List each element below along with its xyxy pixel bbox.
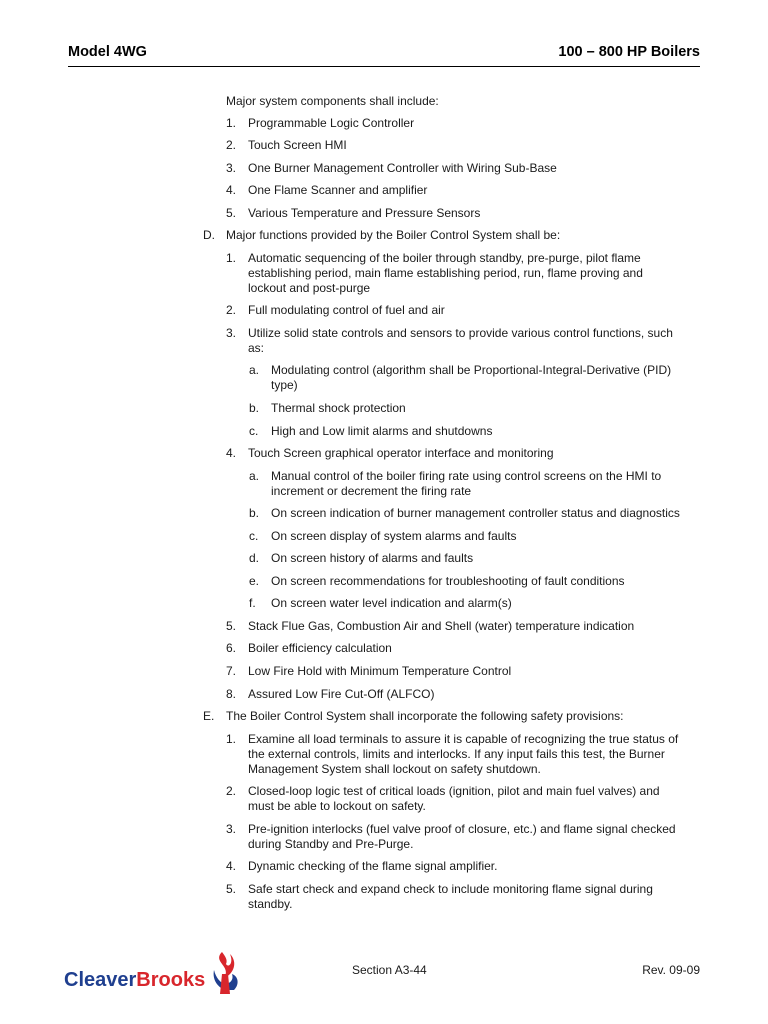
footer-revision: Rev. 09-09 bbox=[642, 963, 700, 977]
section-d-item: 6. Boiler efficiency calculation bbox=[226, 641, 392, 655]
section-d-item: 3. Utilize solid state controls and sensors to provide various control functions, such as: bbox=[226, 326, 673, 355]
cleaverbrooks-logo bbox=[62, 944, 252, 1000]
section-e-item: 1. Examine all load terminals to assure it is capable of recognizing the true status of the external controls, limits and interlocks. If any input fails this test, the Burner Management System shall lockout on safety shutdown. bbox=[226, 732, 679, 776]
component-item: 3. One Burner Management Controller with Wiring Sub-Base bbox=[226, 161, 557, 175]
section-e-item: 5. Safe start check and expand check to include monitoring flame signal during standby. bbox=[226, 882, 653, 911]
sub-item: a. Modulating control (algorithm shall be Proportional-Integral-Derivative (PID) type) bbox=[249, 363, 672, 392]
component-item: 2. Touch Screen HMI bbox=[226, 138, 347, 152]
company-logo bbox=[62, 944, 252, 1000]
sub-item: c. On screen display of system alarms and faults bbox=[249, 529, 517, 543]
intro-line: Major system components shall include: bbox=[226, 94, 439, 108]
section-d-heading: D. Major functions provided by the Boiler Control System shall be: bbox=[203, 228, 561, 242]
section-e-item: 3. Pre-ignition interlocks (fuel valve proof of closure, etc.) and flame signal checked during Standby and Pre-Purge. bbox=[226, 822, 676, 851]
header-rule bbox=[68, 66, 700, 67]
header-model: Model 4WG bbox=[68, 44, 147, 60]
sub-item: b. On screen indication of burner management controller status and diagnostics bbox=[249, 506, 680, 520]
section-d-item: 8. Assured Low Fire Cut-Off (ALFCO) bbox=[226, 687, 435, 701]
section-e-item: 2. Closed-loop logic test of critical loads (ignition, pilot and main fuel valves) and must be able to lockout on safety. bbox=[226, 784, 660, 813]
section-d-item: 2. Full modulating control of fuel and air bbox=[226, 303, 445, 317]
sub-item: b. Thermal shock protection bbox=[249, 401, 406, 415]
sub-item: e. On screen recommendations for troubleshooting of fault conditions bbox=[249, 574, 625, 588]
header-range: 100 – 800 HP Boilers bbox=[558, 44, 700, 60]
section-d-item: 5. Stack Flue Gas, Combustion Air and Shell (water) temperature indication bbox=[226, 619, 635, 633]
sub-item: a. Manual control of the boiler firing rate using control screens on the HMI to increment or decrement the firing rate bbox=[249, 469, 662, 498]
section-d-item: 4. Touch Screen graphical operator interface and monitoring bbox=[226, 446, 554, 460]
logo-wordmark: CleaverBrooks bbox=[64, 969, 206, 991]
section-d-item: 1. Automatic sequencing of the boiler through standby, pre-purge, pilot flame establishing period, main flame establishing period, run, flame proving and lockout and post-purge bbox=[226, 251, 643, 295]
component-item: 5. Various Temperature and Pressure Sensors bbox=[226, 206, 481, 220]
section-d-item: 7. Low Fire Hold with Minimum Temperature Control bbox=[226, 664, 512, 678]
section-e-heading: E. The Boiler Control System shall incorporate the following safety provisions: bbox=[203, 709, 624, 723]
section-e-item: 4. Dynamic checking of the flame signal amplifier. bbox=[226, 859, 498, 873]
component-item: 1. Programmable Logic Controller bbox=[226, 116, 415, 130]
page-header bbox=[68, 44, 700, 60]
component-item: 4. One Flame Scanner and amplifier bbox=[226, 183, 428, 197]
sub-item: f. On screen water level indication and alarm(s) bbox=[249, 596, 512, 610]
footer-section: Section A3-44 bbox=[352, 963, 427, 977]
sub-item: d. On screen history of alarms and faults bbox=[249, 551, 474, 565]
sub-item: c. High and Low limit alarms and shutdowns bbox=[249, 424, 493, 438]
